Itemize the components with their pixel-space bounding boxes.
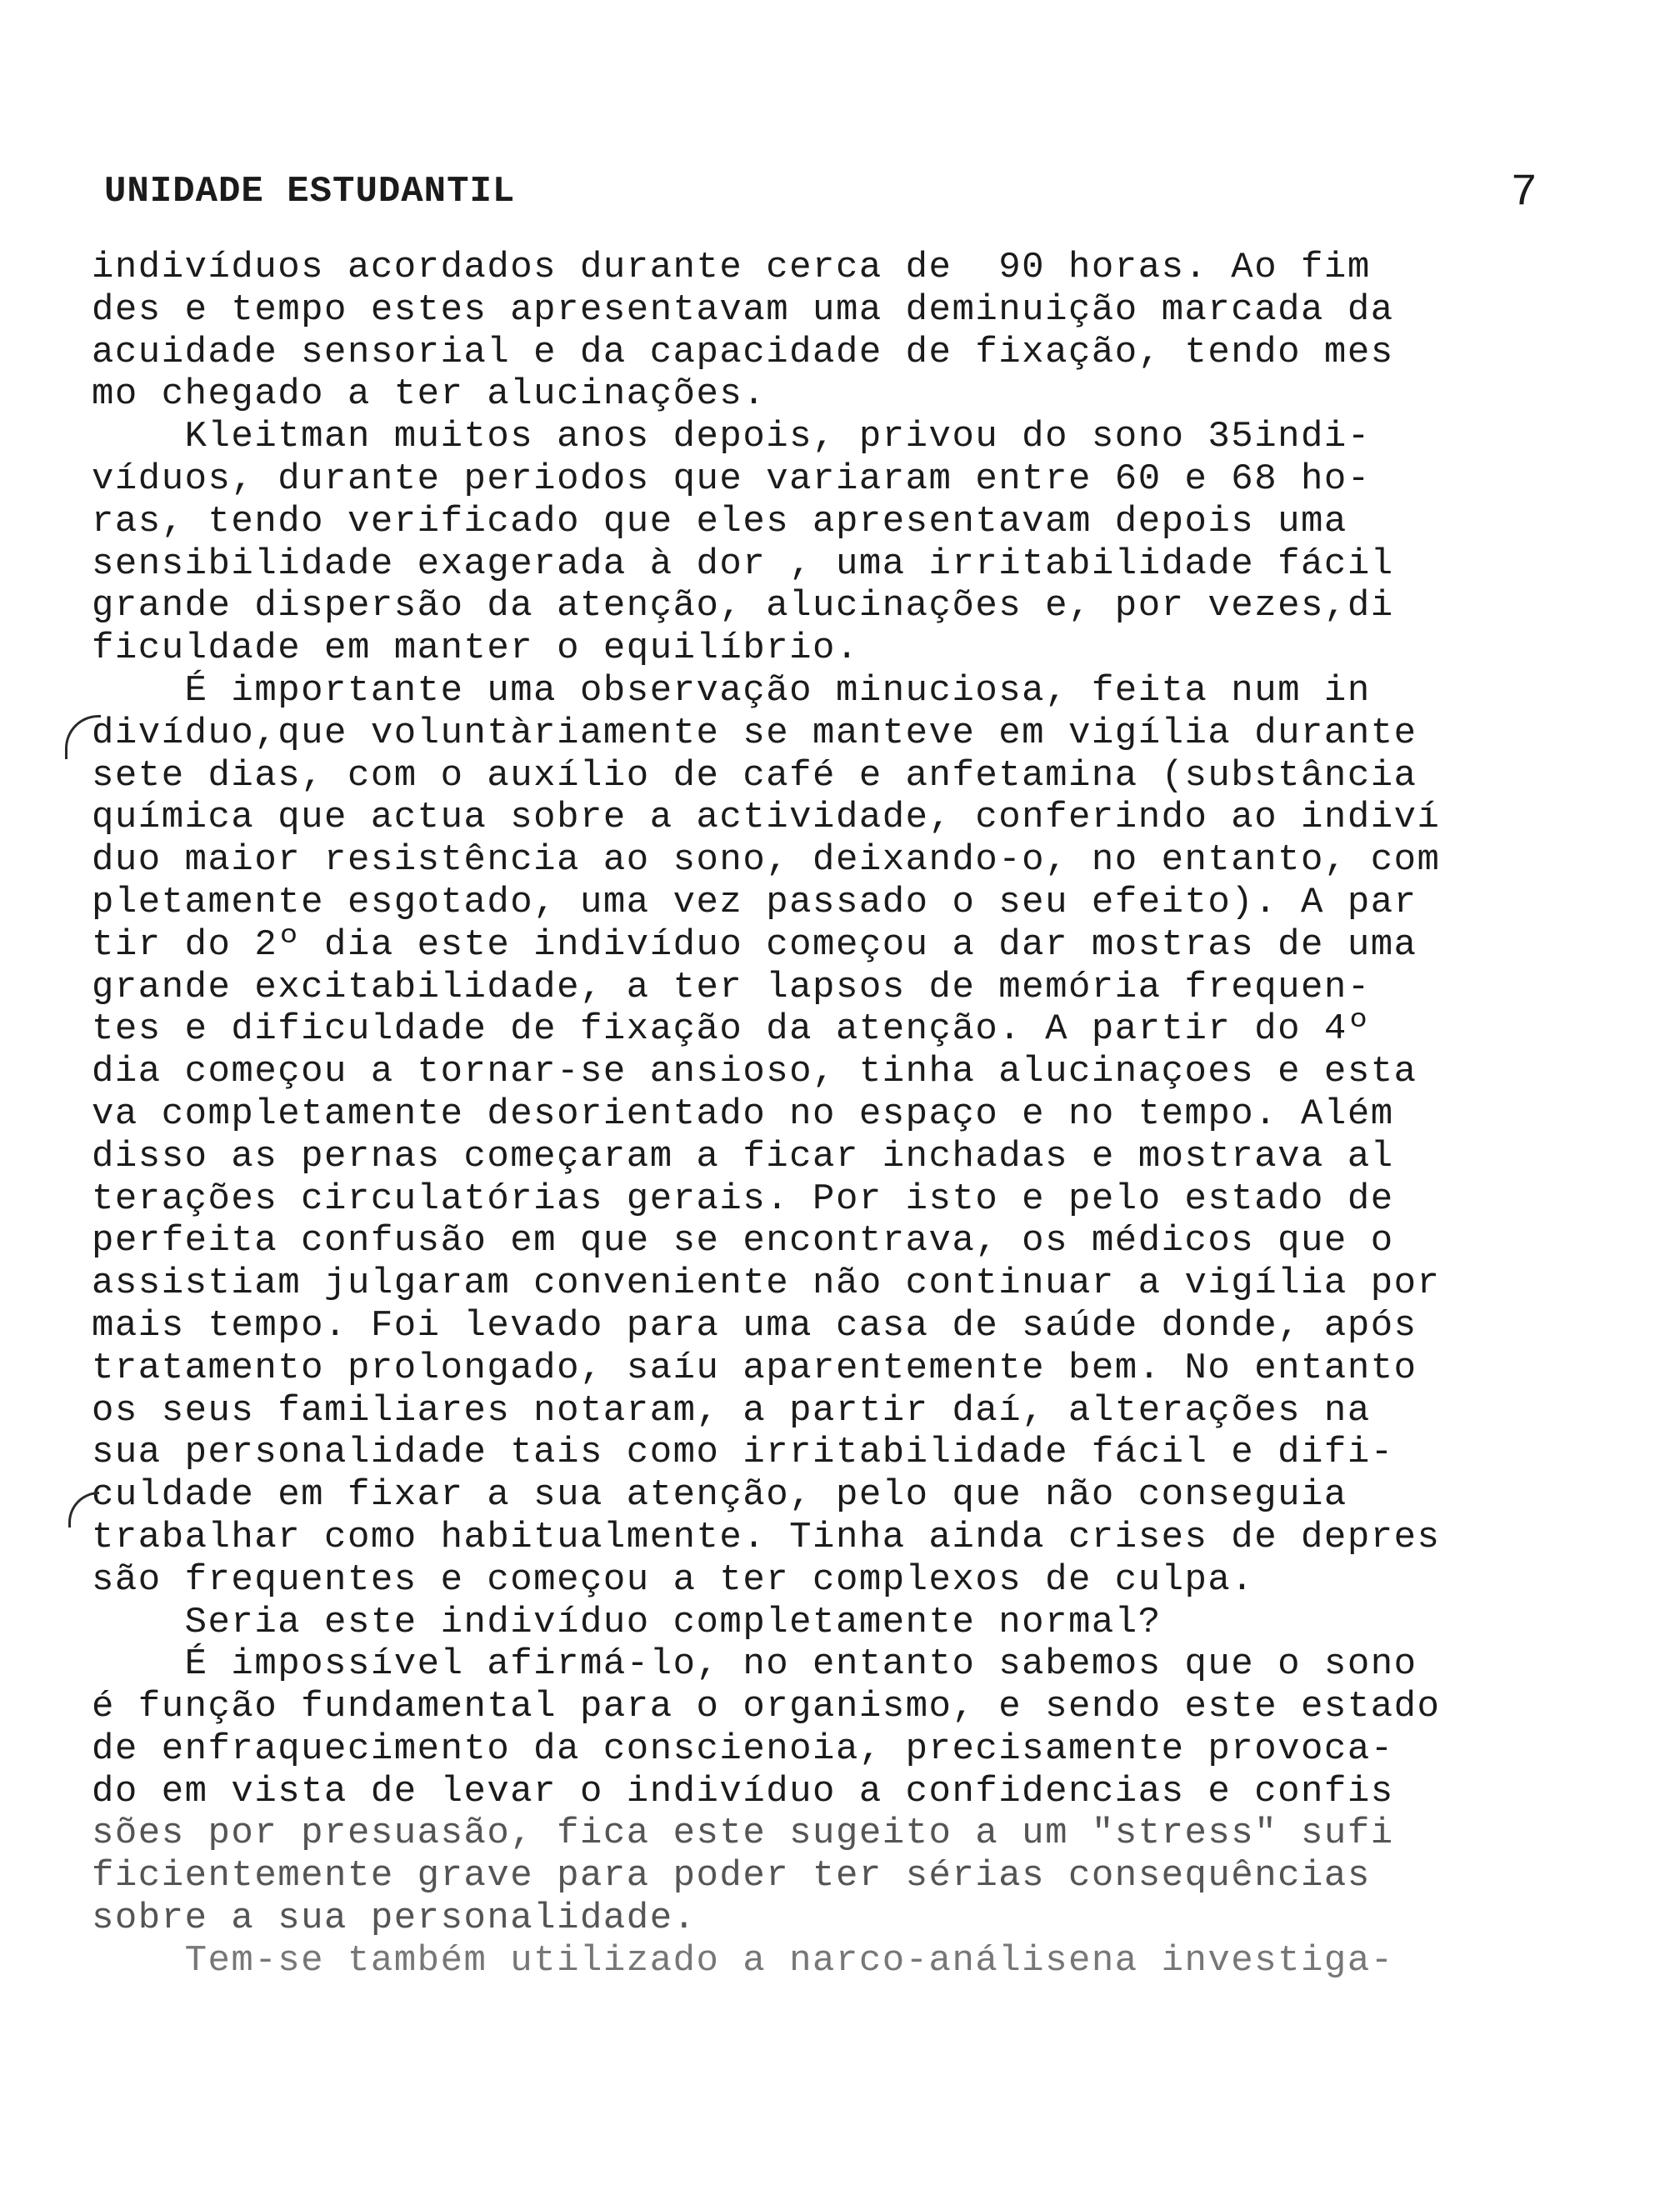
text-line: trabalhar como habitualmente. Tinha ainda crises de depres [92, 1516, 1441, 1558]
text-line: disso as pernas começaram a ficar inchadas e mostrava al [92, 1135, 1394, 1178]
text-line: tir do 2º dia este indivíduo começou a dar mostras de uma [92, 923, 1418, 966]
text-line: duo maior resistência ao sono, deixando-o, no entanto, com [92, 839, 1441, 882]
text-line: des e tempo estes apresentavam uma deminuição marcada da [92, 288, 1394, 331]
text-line: de enfraquecimento da conscienoia, precisamente provoca- [92, 1728, 1394, 1770]
text-line: do em vista de levar o indivíduo a confidencias e confis [92, 1770, 1394, 1812]
text-line: sensibilidade exagerada à dor , uma irritabilidade fácil [92, 542, 1394, 585]
text-line: mo chegado a ter alucinações. [92, 373, 767, 416]
page-header [104, 168, 1538, 229]
text-line: sete dias, com o auxílio de café e anfetamina (substância [92, 754, 1418, 797]
page-number: 7 [1510, 168, 1538, 218]
text-line: pletamente esgotado, uma vez passado o seu efeito). A par [92, 881, 1418, 923]
text-line: indivíduos acordados durante cerca de 90 horas. Ao fim [92, 247, 1371, 288]
text-line: É importante uma observação minuciosa, feita num in [92, 669, 1371, 712]
text-line: tratamento prolongado, saíu aparentemente bem. No entanto [92, 1347, 1418, 1389]
text-line: ficientemente grave para poder ter sérias consequências [92, 1855, 1371, 1898]
text-line: É impossível afirmá-lo, no entanto sabemos que o sono [92, 1643, 1418, 1686]
text-line: va completamente desorientado no espaço e no tempo. Além [92, 1092, 1394, 1135]
text-line: ras, tendo verificado que eles apresentavam depois uma [92, 500, 1348, 542]
text-line: química que actua sobre a actividade, conferindo ao indiví [92, 797, 1441, 839]
text-line: grande dispersão da atenção, alucinações e, por vezes,di [92, 585, 1394, 628]
text-line: Kleitman muitos anos depois, privou do sono 35indi- [92, 416, 1371, 458]
running-title: UNIDADE ESTUDANTIL [104, 171, 516, 212]
text-line: tes e dificuldade de fixação da atenção. A partir do 4º [92, 1008, 1371, 1051]
text-line: ficuldade em manter o equilíbrio. [92, 628, 859, 670]
handwritten-mark [68, 1492, 99, 1528]
text-line: dia começou a tornar-se ansioso, tinha alucinaçoes e esta [92, 1051, 1418, 1093]
text-line: grande excitabilidade, a ter lapsos de memória frequen- [92, 966, 1371, 1008]
text-line: são frequentes e começou a ter complexos de culpa. [92, 1558, 1255, 1601]
text-line: víduos, durante periodos que variaram entre 60 e 68 ho- [92, 458, 1371, 500]
text-line: é função fundamental para o organismo, e sendo este estado [92, 1686, 1441, 1728]
text-line: acuidade sensorial e da capacidade de fixação, tendo mes [92, 331, 1394, 373]
text-line: sobre a sua personalidade. [92, 1898, 697, 1940]
text-line: culdade em fixar a sua atenção, pelo que não conseguia [92, 1474, 1348, 1517]
text-line: sua personalidade tais como irritabilidade fácil e difi- [92, 1432, 1394, 1474]
text-line: sões por presuasão, fica este sugeito a um "stress" sufi [92, 1812, 1394, 1855]
text-line: divíduo,que voluntàriamente se manteve em vigília durante [92, 712, 1418, 754]
handwritten-mark [65, 715, 101, 759]
body-text [92, 247, 1592, 1982]
text-line: perfeita confusão em que se encontrava, os médicos que o [92, 1220, 1394, 1262]
text-line: os seus familiares notaram, a partir daí, alterações na [92, 1389, 1371, 1432]
text-line: mais tempo. Foi levado para uma casa de saúde donde, após [92, 1304, 1418, 1347]
text-line: assistiam julgaram conveniente não continuar a vigília por [92, 1262, 1441, 1305]
text-line: terações circulatórias gerais. Por isto e pelo estado de [92, 1178, 1394, 1220]
text-line: Tem-se também utilizado a narco-análisena investiga- [92, 1939, 1394, 1982]
text-line: Seria este indivíduo completamente normal? [92, 1601, 1162, 1643]
